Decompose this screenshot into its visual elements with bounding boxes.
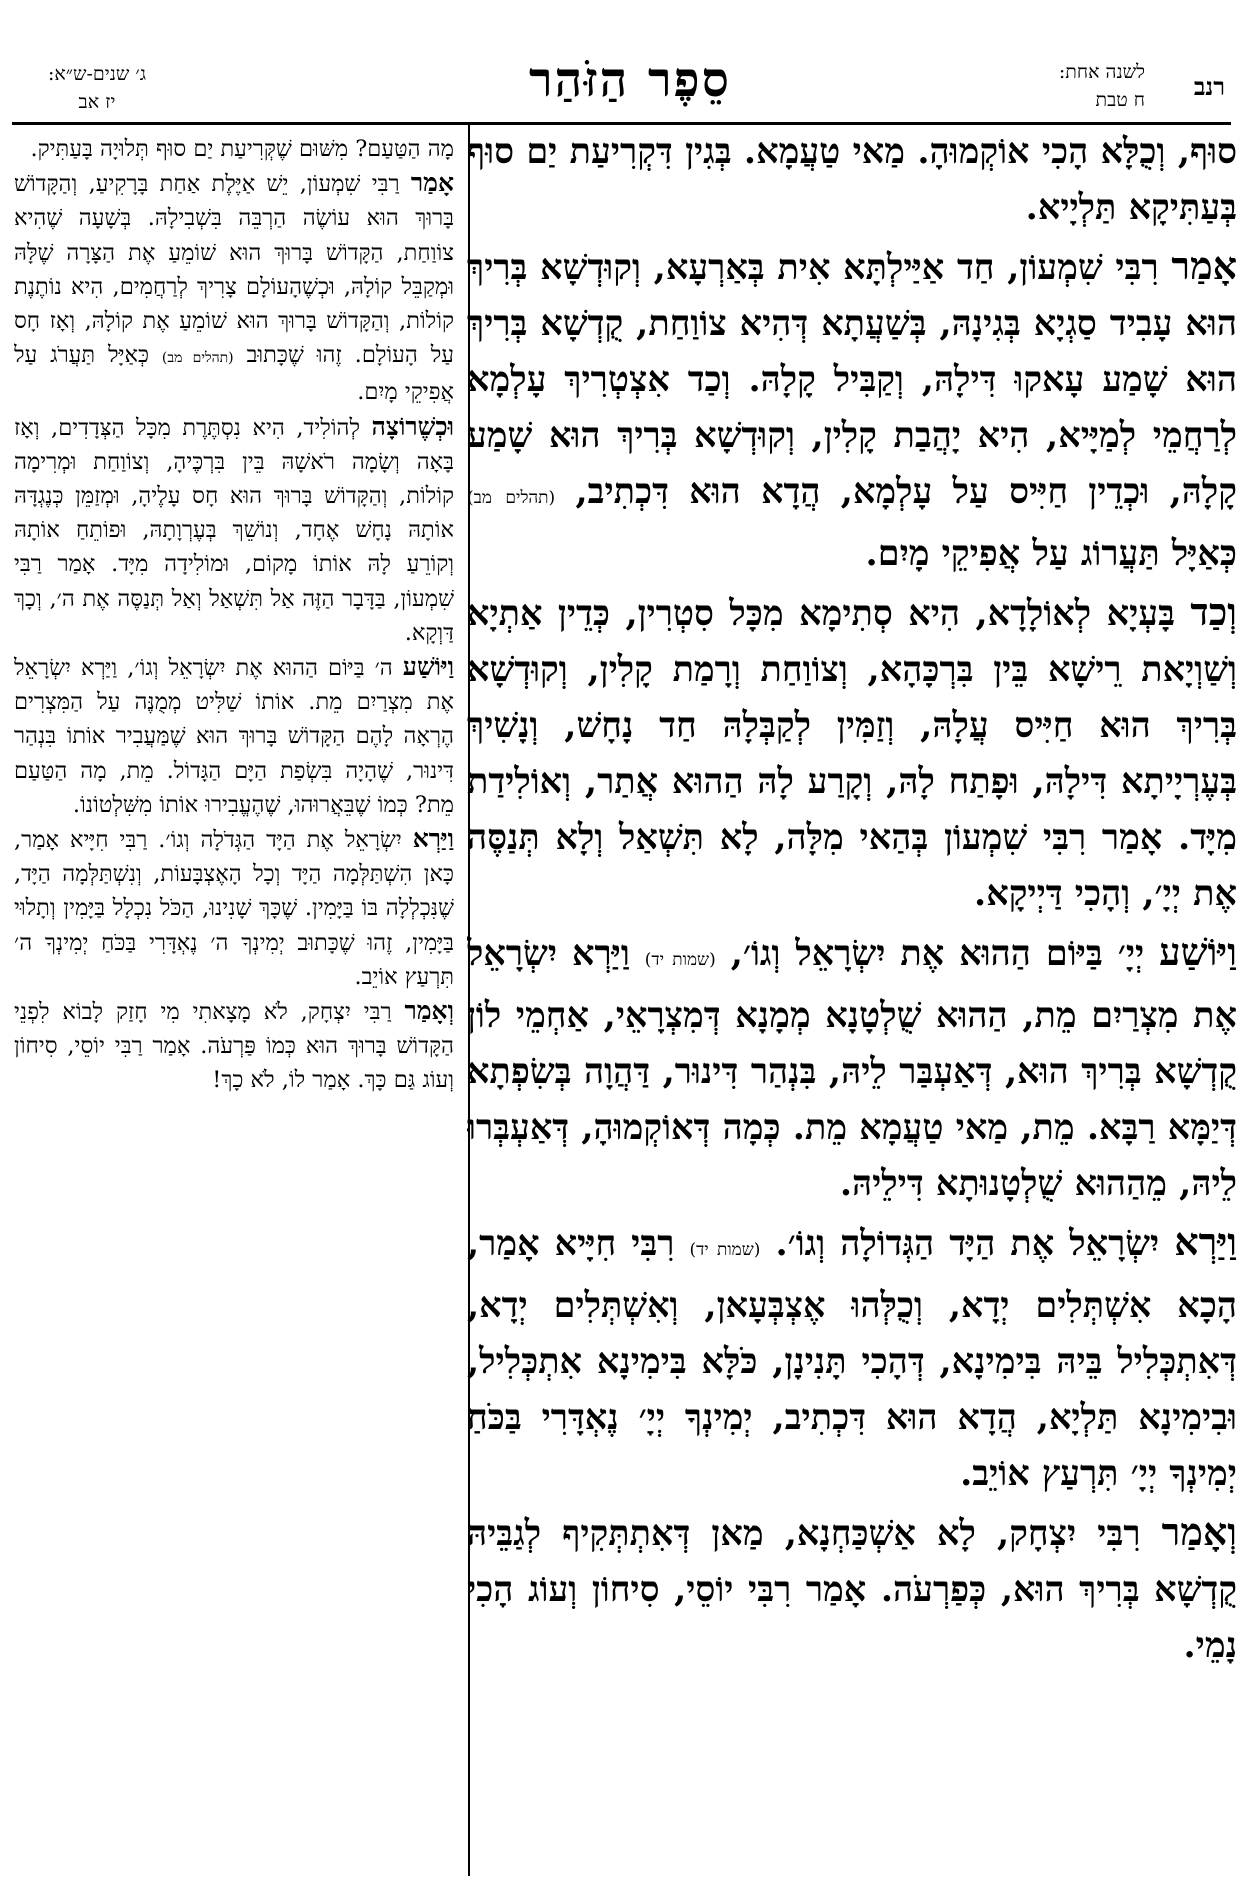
verse-reference: (שמות יד) — [644, 950, 716, 970]
side-text: ה׳ בַּיּוֹם הַהוּא אֶת יִשְׂרָאֵל וְגוֹ׳, וַיַּרְא יִשְׂרָאֵל אֶת מִצְרַיִם מֵת. אוֹתוֹ שַׁלִּיט מְמֻנֶּה עַל הַמִּצְרִים הֶרְאָה לָהֶם הַקָּדוֹשׁ בָּרוּךְ הוּא שֶׁמַּעֲבִיר אוֹתוֹ בִּנְהַר דִּינוּר, שֶׁהָיָה בִּשְׂפַת הַיָּם הַגָּדוֹל. מֵת, מָה הַטַּעַם מֵת? כְּמוֹ שֶׁבֵּאֲרוּהוּ, שֶׁהֶעֱבִירוּ אוֹתוֹ מִשִּׁלְטוֹנוֹ. — [14, 655, 454, 818]
side-text: יִשְׂרָאֵל אֶת הַיָּד הַגְּדֹלָה וְגוֹ׳. רַבִּי חִיָּיא אָמַר, כָּאן הִשְׁתַּלְּמָה הַיָּד וְכָל הָאֶצְבָּעוֹת, וְנִשְׁתַּלְּמָה הַיָּד, שֶׁנִּכְלְלָה בּוֹ בַּיָּמִין. שֶׁכָּךְ שָׁנִינוּ, הַכֹּל נִכְלָל בַּיָּמִין וְתָלוּי בַּיָּמִין, זֶהוּ שֶׁכָּתוּב יְמִינְךָ ה׳ נֶאְדָּרִי בַּכֹּחַ יְמִינְךָ ה׳ תִּרְעַץ אוֹיֵב. — [14, 827, 454, 990]
header-left-line1: ג׳ שנים-ש״א: — [47, 63, 147, 85]
side-text: לְהוֹלִיד, הִיא נִסְתֶּרֶת מִכָּל הַצְּדָדִים, וְאָז בָּאָה וְשָׂמָה רֹאשָׁהּ בֵּין בִּרְכֶּיהָ, וְצוֹוַחַת וּמְרִימָה קוֹלוֹת, וְהַקָּדוֹשׁ בָּרוּךְ הוּא חָס עָלֶיהָ, וּמְזַמֵּן כְּנֶגְדָּהּ אוֹתָהּ נָחָשׁ אֶחָד, וְנוֹשֵׁךְ בְּעֶרְוָתָהּ, וּפוֹתֵחַ אוֹתָהּ וְקוֹרֵעַ לָהּ אוֹתוֹ מָקוֹם, וּמוֹלִידָה מִיָּד. אָמַר רַבִּי שִׁמְעוֹן, בַּדָּבָר הַזֶּה אַל תִּשְׁאַל וְאַל תְּנַסֶּה אֶת ה׳, וְכָךְ דַּוְקָא. — [14, 414, 454, 646]
paragraph-opening-word: וְאָמַר — [404, 996, 454, 1026]
header-left-info — [22, 60, 172, 116]
paragraph-opening-word: וַיַּרְא — [412, 824, 454, 854]
main-text: רִבִּי שִׁמְעוֹן, חַד אַיַּילְתָּא אִית בְּאַרְעָא, וְקוּדְשָׁא בְּרִיךְ הוּא עָבִיד סַגְיָא בְּגִינָהּ, בְּשַׁעֲתָא דְּהִיא צוֹוַחַת, קֻדְשָׁא בְּרִיךְ הוּא שָׁמַע עָאקוּ דִּילָהּ, וְקַבִּיל קָלָהּ. וְכַד אִצְטְרִיךְ עָלְמָא לְרַחֲמֵי לְמַיָּיא, הִיא יָהֲבַת קָלִין, וְקוּדְשָׁא בְּרִיךְ הוּא שָׁמַע קָלָהּ, וּכְדֵין חַיִּיס עַל עָלְמָא, הֲדָא הוּא דִּכְתִיב, — [467, 247, 1237, 512]
side-paragraph — [14, 650, 454, 822]
main-text: כְּאַיָּל תַּעֲרוֹג עַל אֲפִיקֵי מָיִם. — [865, 533, 1237, 574]
page-number: רנב — [1193, 72, 1225, 101]
verse-reference: (תהלים מב) — [467, 488, 556, 508]
side-text: מָה הַטַּעַם? מִשּׁוּם שֶׁקְּרִיעַת יַם סוּף תְּלוּיָה בָּעַתִּיק. — [30, 136, 454, 162]
side-paragraph — [14, 822, 454, 994]
side-text: כְּאַיָּל תַּעֲרֹג עַל אֲפִיקֵי מָיִם. — [14, 342, 454, 406]
main-paragraph — [467, 124, 1237, 236]
main-column-aramaic — [467, 124, 1237, 1874]
paragraph-opening-word: אָמַר — [410, 168, 454, 198]
paragraph-opening-word: וַיּוֹשַׁע — [1159, 929, 1237, 974]
main-text: בָּעְיָא לְאוֹלָדָא, הִיא סְתִימָא מִכָּל סִטְרִין, כְּדֵין אַתְיָא וְשַׁוְיָאת רֵישָׁא בֵּין בִּרְכָּהָא, וְצוֹוַחַת וְרָמַת קָלִין, וְקוּדְשָׁא בְּרִיךְ הוּא חַיִּיס עֲלָהּ, וְזַמִּין לְקַבְּלָהּ חַד נָחָשׁ, וְנָשִׁיךְ בְּעֶרְיָיתָא דִּילָהּ, וּפָתַח לָהּ, וְקָרַע לָהּ הַהוּא אֲתַר, וְאוֹלִידַת מִיָּד. אָמַר רִבִּי שִׁמְעוֹן בְּהַאי מִלָּה, לָא תִּשְׁאַל וְלָא תְּנַסֶּה אֶת יְיָ׳, וְהָכִי דַּיְיקָא. — [467, 593, 1237, 914]
main-text: יִשְׂרָאֵל אֶת הַיָּד הַגְּדוֹלָה וְגוֹ׳. — [760, 1223, 1175, 1264]
side-paragraph — [14, 410, 454, 650]
header-right-line2: ח טבת — [1095, 89, 1145, 111]
paragraph-opening-word: וְאָמַר — [1161, 1509, 1237, 1554]
side-text: רַבִּי יִצְחָק, לֹא מָצָאתִי מִי חָזַק לָבוֹא לִפְנֵי הַקָּדוֹשׁ בָּרוּךְ הוּא כְּמוֹ פַּרְעֹה. אָמַר רַבִּי יוֹסֵי, סִיחוֹן וְעוֹג גַּם כָּךְ. אָמַר לוֹ, לֹא כָךְ! — [14, 999, 454, 1094]
side-text: רַבִּי שִׁמְעוֹן, יֵשׁ אַיֶּלֶת אַחַת בָּרָקִיעַ, וְהַקָּדוֹשׁ בָּרוּךְ הוּא עוֹשֶׂה הַרְבֵּה בִּשְׁבִילָהּ. בְּשָׁעָה שֶׁהִיא צוֹוַחַת, הַקָּדוֹשׁ בָּרוּךְ הוּא שׁוֹמֵעַ אֶת הַצָּרָה שֶׁלָּהּ וּמְקַבֵּל קוֹלָהּ, וּכְשֶׁהָעוֹלָם צָרִיךְ לְרַחֲמִים, הִיא נוֹתֶנֶת קוֹלוֹת, וְהַקָּדוֹשׁ בָּרוּךְ הוּא שׁוֹמֵעַ אֶת קוֹלָהּ, וְאָז חָס עַל הָעוֹלָם. זֶהוּ שֶׁכָּתוּב — [14, 171, 454, 369]
paragraph-opening-word: וְכַד — [1190, 589, 1237, 634]
paragraph-opening-word: וַיַּרְא — [1174, 1219, 1237, 1264]
main-paragraph — [467, 1214, 1237, 1502]
main-paragraph — [467, 238, 1237, 582]
side-column-hebrew-translation — [14, 132, 454, 1876]
main-paragraph — [467, 924, 1237, 1212]
verse-reference: (שמות יד) — [689, 1240, 761, 1260]
main-text: יְיָ׳ בַּיּוֹם הַהוּא אֶת יִשְׂרָאֵל וְגוֹ׳, — [715, 933, 1160, 974]
side-paragraph — [14, 132, 454, 166]
side-paragraph — [14, 994, 454, 1098]
header-right-line1: לשנה אחת: — [1058, 61, 1145, 83]
side-paragraph — [14, 166, 454, 409]
paragraph-opening-word: וַיּוֹשַׁע — [402, 652, 454, 682]
main-text: רִבִּי חִיָּיא אָמַר, הָכָא אִשְׁתְּלִים יְדָא, וְכֻלְּהוּ אֶצְבְּעָאן, וְאִשְׁתְּלִים יְדָא, דְּאִתְכְּלִיל בֵּיהּ בִּימִינָא, דְּהָכִי תָּנִינָן, כֹּלָּא בִּימִינָא אִתְכְּלִיל, וּבִימִינָא תַּלְיָא, הֲדָא הוּא דִּכְתִיב, יְמִינְךָ יְיָ׳ נֶאְדָּרִי בַּכֹּחַ יְמִינְךָ יְיָ׳ תִּרְעַץ אוֹיֵב. — [467, 1223, 1237, 1494]
main-text: סוּף, וְכֻלָּא הָכִי אוֹקְמוּהָ. מַאי טַעֲמָא. בְּגִין דִּקְרִיעַת יַם סוּף בְּעַתִּיקָא תַּלְיָיא. — [467, 131, 1237, 228]
header-left-line2: יז אב — [78, 91, 116, 113]
paragraph-opening-word: אָמַר — [1171, 243, 1237, 288]
page-title: סֵפֶר הַזֹּהַר — [529, 52, 731, 108]
main-paragraph — [467, 584, 1237, 922]
main-text: וַיַּרְא יִשְׂרָאֵל אֶת מִצְרַיִם מֵת, הַהוּא שֻׁלְטָנָא מְמָנָא דְּמִצְרָאֵי, אַחְמֵי לוֹן קֻדְשָׁא בְּרִיךְ הוּא, דְּאַעְבַּר לֵיהּ, בִּנְהַר דִּינוּר, דַּהֲוָה בְּשִׂפְתָא דְּיַמָּא רַבָּא. מֵת, מַאי טַעֲמָא מֵת. כְּמָה דְּאוֹקְמוּהָ, דְּאַעְבְּרוּ לֵיהּ, מֵהַהוּא שֻׁלְטָנוּתָא דִּילֵיהּ. — [467, 933, 1237, 1204]
main-text: רִבִּי יִצְחָק, לָא אַשְׁכַּחְנָא, מַאן דְּאִתְתְּקִיף לְגַבֵּיהּ קֻדְשָׁא בְּרִיךְ הוּא, כְּפַרְעֹה. אָמַר רִבִּי יוֹסֵי, סִיחוֹן וְעוֹג הָכִי נָמֵי. — [467, 1513, 1237, 1666]
header-right-info — [1059, 58, 1145, 114]
verse-reference: (תהלים מב) — [161, 350, 234, 367]
paragraph-opening-word: וּכְשֶׁרוֹצָה — [371, 411, 454, 441]
column-divider — [468, 124, 470, 1876]
main-paragraph — [467, 1504, 1237, 1674]
